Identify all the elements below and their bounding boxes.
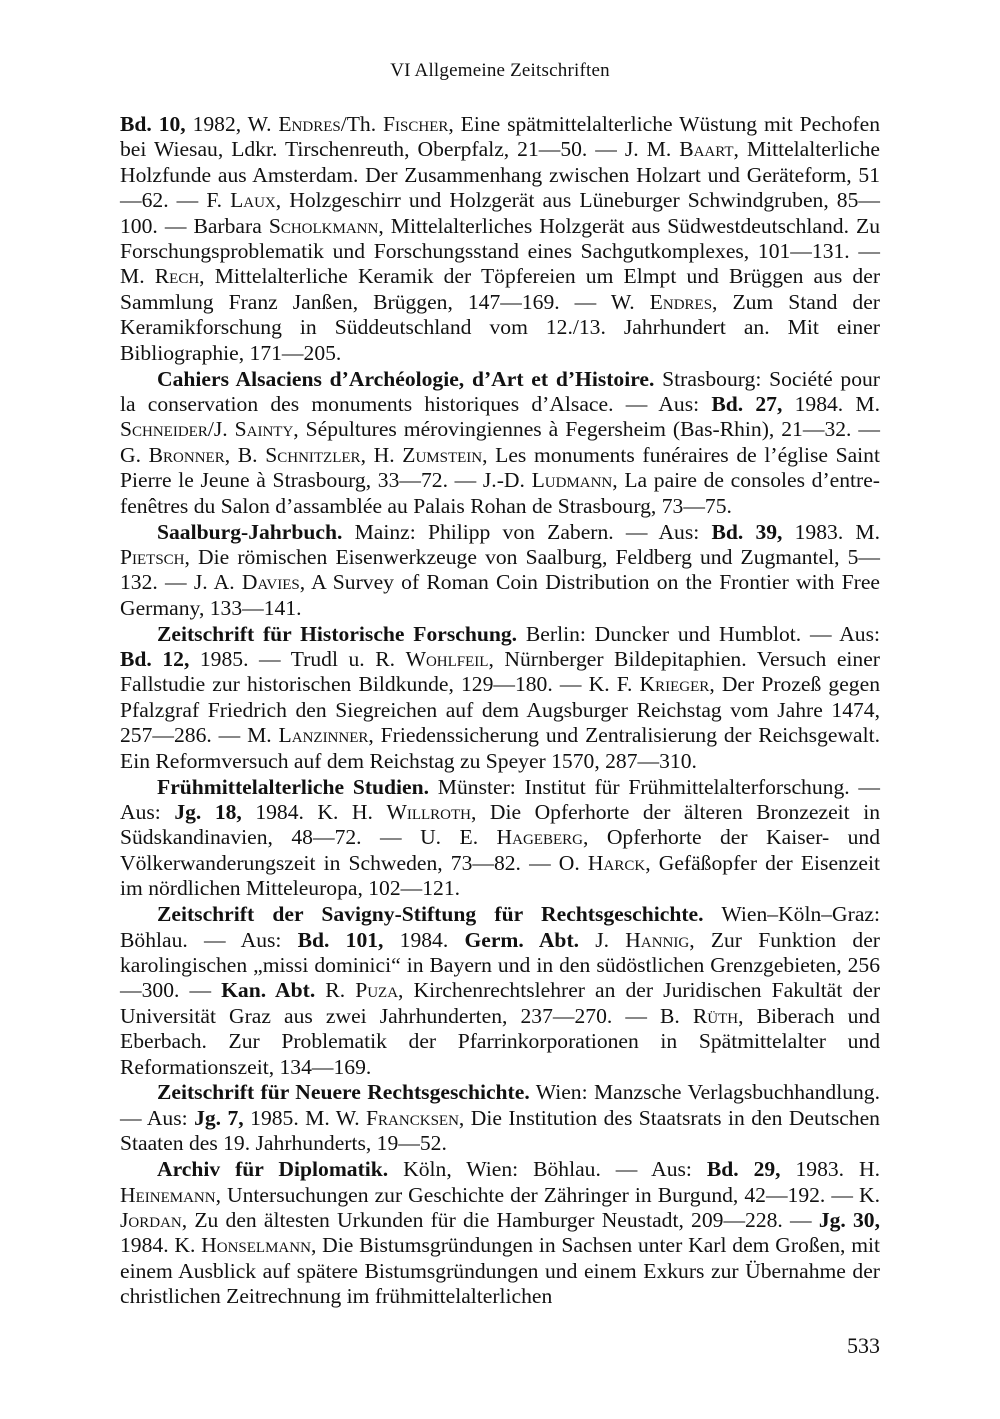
author-name: Schnitzler — [265, 442, 361, 467]
author-name: Willroth — [386, 799, 471, 824]
bold-reference: Bd. 29, — [706, 1157, 781, 1182]
bold-reference: Zeitschrift für Neuere Rechtsgeschichte. — [157, 1080, 530, 1105]
author-name: Hannig — [625, 927, 690, 952]
entry-text: Köln, Wien: Böhlau. — Aus: — [388, 1157, 707, 1182]
author-name: Heinemann — [120, 1182, 216, 1207]
entry-text: , H. — [360, 442, 403, 467]
entry-text: , Die Bistumsgründungen in Sachsen unter Karl dem Großen, mit einem Ausblick auf spätere Bistumsgründungen und einem Exkurs zur Übernahme der christlichen Zeitrechnung im frühmittelalterlichen — [120, 1233, 880, 1309]
bold-reference: Bd. 12, — [120, 647, 190, 672]
entry-text: , Les monuments funéraires de l’église Saint Pierre le Jeune à Strasbourg, 33—72. — J.-D. — [120, 442, 880, 493]
author-name: Ludmann — [531, 468, 613, 493]
entry-text: , B. — [224, 442, 266, 467]
running-head: VI Allgemeine Zeitschriften — [390, 60, 610, 81]
entry-text: 1984. K. — [120, 1233, 202, 1258]
author-name: Zumstein — [402, 442, 483, 467]
entry-text: Wien–Köln–Graz: Böhlau. — Aus: — [120, 902, 880, 952]
author-name: Endres — [278, 112, 341, 136]
entry-text: Mainz: Philipp von Zabern. — Aus: — [342, 519, 712, 544]
bold-reference: Bd. 39, — [711, 519, 783, 544]
author-name: Krieger — [639, 672, 710, 697]
author-name: Wohlfeil — [405, 647, 489, 672]
bold-reference: Zeitschrift für Historische Forschung. — [157, 621, 518, 646]
entry-text: , Mittelalterliche Keramik der Töpfereien um Elmpt und Brüggen aus der Sammlung Franz Janßen, Brüggen, 147—169. — W. — [120, 264, 881, 314]
entry-text: , Die Institution des Staatsrats in den Deutschen Staaten des 19. Jahrhunderts, 19—52. — [120, 1105, 880, 1156]
author-name: Sainty — [234, 417, 294, 442]
entry-text: , Zu den ältesten Urkunden für die Hamburger Neustadt, 209—228. — — [181, 1207, 819, 1232]
author-name: Rech — [154, 264, 200, 289]
bibliography-body — [120, 112, 880, 1310]
bibliography-entry — [120, 622, 880, 774]
bibliography-entry — [120, 775, 880, 902]
entry-text: , Die Opferhorte der älteren Bronzezeit in Südskandinavien, 48—72. — U. E. — [120, 799, 880, 850]
bibliography-entry — [120, 520, 880, 622]
entry-text: , Gefäßopfer der Eisenzeit im nördlichen Mitteleuropa, 102—121. — [120, 850, 880, 901]
bold-reference: Jg. 7, — [194, 1105, 244, 1130]
bibliography-entry — [120, 1157, 880, 1309]
author-name: Baart — [679, 137, 734, 162]
bold-reference: Archiv für Diplomatik. — [157, 1157, 389, 1182]
bibliography-entry — [120, 367, 880, 519]
author-name: Francksen — [366, 1105, 459, 1130]
entry-text: , Holzgeschirr und Holzgerät aus Lüneburger Schwindgruben, 85—100. — Barbara — [120, 188, 880, 238]
author-name: Jordan — [120, 1207, 182, 1232]
entry-text: Wien: Manzsche Verlagsbuchhandlung. — Aus: — [120, 1080, 880, 1130]
page-number: 533 — [847, 1333, 880, 1358]
author-name: Lanzinner — [278, 723, 369, 748]
author-name: Schneider — [120, 417, 208, 442]
bold-reference: Bd. 10, — [120, 112, 186, 136]
author-name: Davies — [241, 570, 300, 595]
entry-text: 1983. H. — [780, 1157, 880, 1182]
entry-text: 1982, W. — [185, 112, 279, 136]
author-name: Hageberg — [496, 825, 583, 850]
bibliography-entry — [120, 1080, 880, 1156]
entry-text: , Opferhorte der Kaiser- und Völkerwanderungszeit in Schweden, 73—82. — O. — [120, 825, 880, 875]
bold-reference: Bd. 101, — [297, 927, 384, 952]
bibliography-entry — [120, 902, 880, 1080]
author-name: Bronner — [148, 442, 225, 467]
entry-text: 1984. — [383, 927, 465, 952]
entry-text: Strasbourg: Société pour la conservation des monuments historiques d’Alsace. — Aus: — [120, 366, 880, 416]
entry-text: Münster: Institut für Frühmittelalterforschung. — Aus: — [120, 774, 880, 824]
bibliography-entry — [120, 112, 880, 366]
author-name: Harck — [587, 850, 646, 875]
bold-reference: Bd. 27, — [711, 391, 783, 416]
entry-text: J. — [579, 927, 626, 952]
bold-reference: Zeitschrift der Savigny-Stiftung für Rechtsgeschichte. — [157, 902, 704, 927]
author-name: Endres — [649, 289, 713, 314]
entry-text: 1984. K. H. — [241, 799, 387, 824]
entry-text: , Kirchenrechtslehrer an der Juridischen Fakultät der Universität Graz aus zwei Jahrhunderten, 237—270. — B. — [120, 978, 881, 1028]
entry-text: , A Survey of Roman Coin Distribution on the Frontier with Free Germany, 133—141. — [120, 570, 880, 620]
entry-text: , Die römischen Eisenwerkzeuge von Saalburg, Feldberg und Zugmantel, 5—132. — J. A. — [120, 544, 880, 595]
entry-text: Berlin: Duncker und Humblot. — Aus: — [517, 621, 880, 646]
entry-text: , Biberach und Eberbach. Zur Problematik der Pfarrinkorporationen in Spätmittelalter und Reformationszeit, 134—169. — [120, 1003, 880, 1079]
entry-text: 1983. M. — [782, 519, 881, 544]
entry-text: , Nürnberger Bildepitaphien. Versuch einer Fallstudie zur historischen Bildkunde, 129—180. — K. F. — [120, 647, 880, 697]
author-name: Honselmann — [201, 1233, 311, 1258]
entry-text: , Zur Funktion der karolingischen „missi dominici“ in Bayern und in den südöstlichen Grenzgebieten, 256—300. — — [120, 927, 880, 1003]
author-name: Fischer — [383, 112, 449, 136]
entry-text: , Zum Stand der Keramikforschung in Süddeutschland vom 12./13. Jahrhundert an. Mit einer Bibliographie, 171—205. — [120, 289, 880, 365]
entry-text: , Eine spätmittelalterliche Wüstung mit Pechofen bei Wiesau, Ldkr. Tirschenreuth, Oberpfalz, 21—50. — J. M. — [120, 112, 880, 162]
entry-text: 1984. M. — [782, 391, 881, 416]
bold-reference: Jg. 30, — [818, 1207, 880, 1232]
bold-reference: Cahiers Alsaciens d’Archéologie, d’Art et d’Histoire. — [157, 366, 655, 391]
bold-reference: Germ. Abt. — [464, 927, 580, 952]
entry-text: /J. — [207, 417, 235, 442]
bold-reference: Jg. 18, — [174, 799, 242, 824]
entry-text: 1985. — Trudl u. R. — [189, 647, 406, 672]
entry-text: 1985. M. W. — [243, 1105, 367, 1130]
entry-text: , Der Prozeß gegen Pfalzgraf Friedrich den Siegreichen auf dem Augsburger Reichstag vom Jahre 1474, 257—286. — M. — [120, 672, 880, 748]
author-name: Scholkmann — [268, 213, 379, 238]
author-name: Pietsch — [120, 544, 185, 569]
bold-reference: Frühmittelalterliche Studien. — [157, 774, 430, 799]
author-name: Puza — [355, 978, 399, 1003]
entry-text: , Untersuchungen zur Geschichte der Zähringer in Burgund, 42—192. — K. — [215, 1182, 880, 1207]
entry-text: , Friedenssicherung und Zentralisierung der Reichsgewalt. Ein Reformversuch auf dem Reichstag zu Speyer 1570, 287—310. — [120, 723, 881, 773]
entry-text: , La paire de consoles d’entre-fenêtres du Salon d’assamblée au Palais Rohan de Strasbourg, 73—75. — [120, 468, 881, 518]
entry-text: , Mittelalterliches Holzgerät aus Südwestdeutschland. Zu Forschungsproblematik und Forschungsstand eines Sachgutkomplexes, 101—131. — M. — [120, 213, 880, 289]
author-name: Rüth — [692, 1003, 739, 1028]
bold-reference: Saalburg-Jahrbuch. — [157, 519, 343, 544]
entry-text: R. — [315, 978, 356, 1003]
bold-reference: Kan. Abt. — [221, 978, 316, 1003]
author-name: Laux — [230, 188, 276, 213]
entry-text: , Mittelalterliche Holzfunde aus Amsterdam. Der Zusammenhang zwischen Holzart und Geräteform, 51—62. — F. — [120, 137, 880, 213]
entry-text: , Sépultures mérovingiennes à Fegersheim (Bas-Rhin), 21—32. — G. — [120, 417, 880, 467]
entry-text: /Th. — [340, 112, 384, 136]
